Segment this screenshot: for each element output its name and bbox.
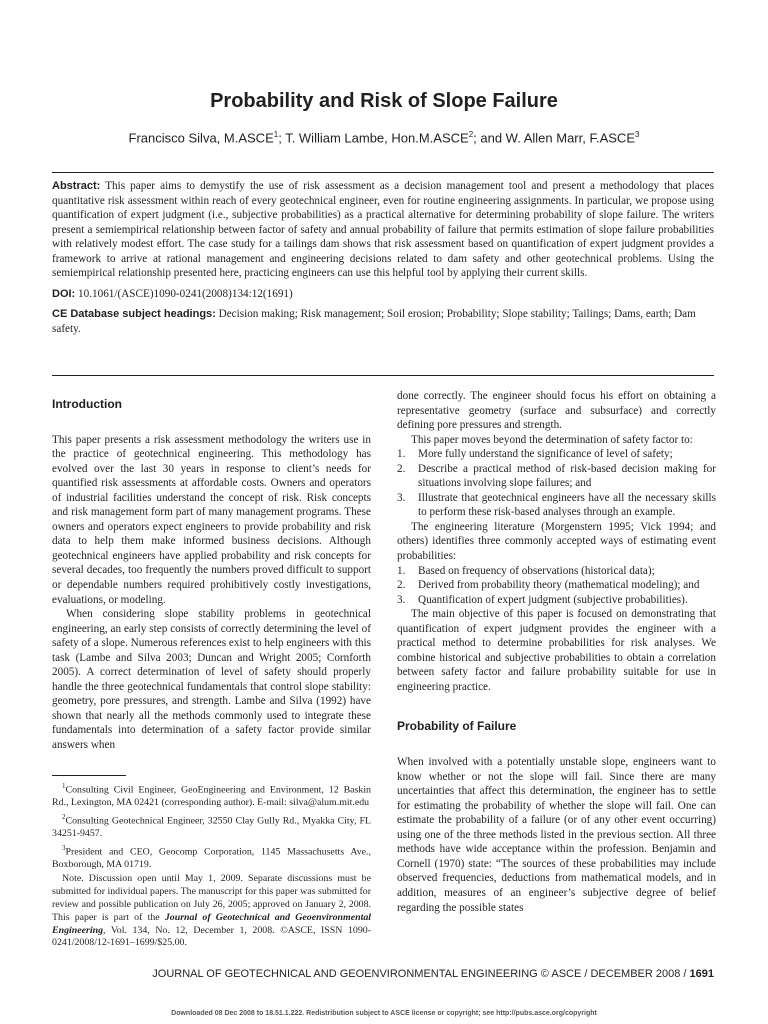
author-affiliation-mark: 1 bbox=[273, 130, 279, 139]
list-number: 2. bbox=[397, 579, 406, 592]
body-paragraph: When considering slope stability problems in geotechnical engineering, an early step consists of correctly determining the level of safety of a slope. Numerous references exist to help engineers with this task (Lambe and Silva 2003; Duncan and Wright 2005; Cornforth 2005). A correct determination of level of safety should properly handle the three geotechnical fundamentals that control slope stability: geometry, pore pressures, and strength. Lambe and Silva (1992) have shown that nearly all the methods commonly used to integrate these fundamentals into determination of a safety factor provide similar answers when bbox=[52, 608, 371, 752]
doi-line bbox=[52, 287, 714, 302]
list-text: More fully understand the significance of level of safety; bbox=[418, 448, 673, 461]
subject-headings-text: Decision making; Risk management; Soil erosion; Probability; Slope stability; Tailings; Dams, earth; Dam safety. bbox=[52, 308, 696, 335]
footnote-text: President and CEO, Geocomp Corporation, 1145 Massachusetts Ave., Boxborough, MA 01719. bbox=[52, 846, 371, 870]
list-item bbox=[397, 564, 716, 579]
methods-list bbox=[397, 564, 716, 608]
body-paragraph: The main objective of this paper is focused on demonstrating that quantification of expert judgment provides the engineer with a practical method to determine probabilities for risk analyses. We combine historical and subjective probabilities to obtain a correlation between safety factor and failure probability suitable for use in engineering practice. bbox=[397, 608, 716, 693]
list-number: 2. bbox=[397, 462, 406, 475]
body-paragraph: When involved with a potentially unstable slope, engineers want to know whether or not the slope will fail. Since there are many uncertainties that affect this determination, the engineer has to settle for estimating the probability of whether the slope will fail. One can estimate the probability of a failure (or of any other event occurring) using one of the three methods listed in the previous section. All three methods have wide acceptance within the profession. Benjamin and Cornell (1970) state: “The sources of these probabilities may include observed frequencies, deductions from mathematical models, and in addition, measures of an engineer’s subjective degree of belief regarding the possible states bbox=[397, 756, 716, 914]
page-number: 1691 bbox=[689, 968, 714, 980]
abstract-top-rule bbox=[52, 172, 714, 173]
body-paragraph: This paper presents a risk assessment methodology the writers use in the practice of geotechnical engineering. This methodology has evolved over the last 30 years in response to client’s needs for quantified risk assessments at affordable costs. Owners and operators of industrial facilities understand the concept of risk. Risk concepts and risk management form part of many management programs. These owners and operators expect engineers to provide probability and risk data to help them make informed business decisions. Although geotechnical engineers have applied probability and risk concepts for several decades, too frequently the numbers proved difficult to support or dependable numbers required prohibitively costly investigations, evaluations, or modeling. bbox=[52, 433, 371, 606]
abstract-text: This paper aims to demystify the use of risk assessment as a decision management tool and present a methodology that places quantitative risk assessment within reach of every geotechnical engineer, even for routine engineering assignments. In particular, we propose using quantification of expert judgment (i.e., subjective probabilities) as a practical alternative for determining probability of slope failure. The writers present a semiempirical relationship between factor of safety and annual probability of failure that permits estimation of slope failure probabilities with relatively modest effort. The case study for a tailings dam shows that risk assessment based on quantification of expert judgment provides a framework to arrive at rational management and engineering decisions related to dam safety and other geotechnical problems. Using the semiempirical relationship presented here, practicing engineers can use this helpful tool by applying their current skills. bbox=[52, 180, 714, 280]
paper-title: Probability and Risk of Slope Failure bbox=[210, 90, 558, 112]
journal-name: Journal of Geotechnical and Geoenvironmental Engineering bbox=[52, 911, 372, 936]
author-name: T. William Lambe, Hon.M.ASCE bbox=[285, 130, 469, 146]
list-item bbox=[397, 593, 716, 608]
author-name: Francisco Silva, M.ASCE bbox=[128, 130, 274, 146]
note-text: Note. Discussion open until May 1, 2009. Separate discussions must be submitted for individual papers. The manuscript for this paper was submitted for review and possible publication on July 26, 2005; approved on January 2, 2008. This paper is part of the bbox=[52, 872, 371, 923]
body-paragraph: done correctly. The engineer should focus his effort on obtaining a representative geometry (surface and subsurface) and correctly defining pore pressures and strength. bbox=[397, 390, 716, 432]
list-text: Derived from probability theory (mathematical modeling); and bbox=[418, 579, 700, 592]
list-item bbox=[397, 447, 716, 462]
right-column bbox=[397, 389, 716, 915]
list-text: Based on frequency of observations (historical data); bbox=[418, 564, 655, 577]
author-separator: ; bbox=[278, 130, 286, 146]
section-heading-introduction: Introduction bbox=[52, 397, 122, 411]
list-text: Illustrate that geotechnical engineers have all the necessary skills to perform these risk-based analyses through an example. bbox=[418, 491, 716, 519]
author-line bbox=[0, 130, 768, 145]
footnote-mark: 1 bbox=[62, 781, 66, 790]
abstract-label: Abstract: bbox=[52, 180, 101, 192]
footnote-rule bbox=[52, 775, 126, 776]
footnote-text: Consulting Civil Engineer, GeoEngineering and Environment, 12 Baskin Rd., Lexington, MA 02421 (corresponding author). E-mail: silva@alum.mit.edu bbox=[52, 783, 371, 808]
author-affiliation-mark: 3 bbox=[635, 130, 640, 139]
journal-footer-text: JOURNAL OF GEOTECHNICAL AND GEOENVIRONMENTAL ENGINEERING © ASCE / DECEMBER 2008 / bbox=[152, 968, 690, 980]
left-column bbox=[52, 389, 371, 951]
author-name: W. Allen Marr, F.ASCE bbox=[505, 130, 635, 146]
list-text: Describe a practical method of risk-based decision making for situations involving slope failures; and bbox=[418, 462, 716, 490]
discussion-note bbox=[52, 873, 371, 950]
abstract-bottom-rule bbox=[52, 375, 714, 376]
list-number: 3. bbox=[397, 491, 406, 504]
list-item bbox=[397, 491, 716, 520]
objectives-list bbox=[397, 447, 716, 520]
doi-link[interactable]: 10.1061/(ASCE)1090-0241(2008)134:12(1691) bbox=[78, 287, 293, 300]
list-number: 3. bbox=[397, 593, 406, 606]
footnote bbox=[52, 811, 371, 841]
subject-headings bbox=[52, 307, 714, 336]
footnote bbox=[52, 842, 371, 872]
list-number: 1. bbox=[397, 564, 406, 577]
list-number: 1. bbox=[397, 448, 406, 461]
footnote-mark: 3 bbox=[62, 843, 66, 852]
running-footer bbox=[52, 968, 714, 980]
footnote-text: Consulting Geotechnical Engineer, 32550 Clay Gully Rd., Myakka City, FL 34251-9457. bbox=[52, 814, 371, 839]
note-text: , Vol. 134, No. 12, December 1, 2008. ©ASCE, ISSN 1090-0241/2008/12-1691–1699/$25.00. bbox=[52, 924, 371, 949]
abstract-paragraph bbox=[52, 179, 714, 281]
footnotes bbox=[52, 780, 371, 951]
list-item bbox=[397, 578, 716, 593]
list-item bbox=[397, 462, 716, 491]
doi-label: DOI: bbox=[52, 287, 76, 300]
body-paragraph: This paper moves beyond the determination of safety factor to: bbox=[411, 433, 693, 446]
abstract-section bbox=[52, 179, 714, 342]
footnote-mark: 2 bbox=[62, 812, 66, 821]
author-separator: ; and bbox=[473, 130, 506, 146]
download-notice: Downloaded 08 Dec 2008 to 18.51.1.222. Redistribution subject to ASCE license or copyright; see http://pubs.asce.org/copyright bbox=[171, 1010, 597, 1017]
subject-headings-label: CE Database subject headings: bbox=[52, 308, 216, 321]
section-heading-probability-of-failure: Probability of Failure bbox=[397, 719, 517, 734]
body-paragraph: The engineering literature (Morgenstern 1995; Vick 1994; and others) identifies three commonly accepted ways of estimating event probabilities: bbox=[397, 520, 716, 563]
list-text: Quantification of expert judgment (subjective probabilities). bbox=[418, 593, 688, 606]
footnote bbox=[52, 780, 371, 810]
author-affiliation-mark: 2 bbox=[468, 130, 474, 139]
